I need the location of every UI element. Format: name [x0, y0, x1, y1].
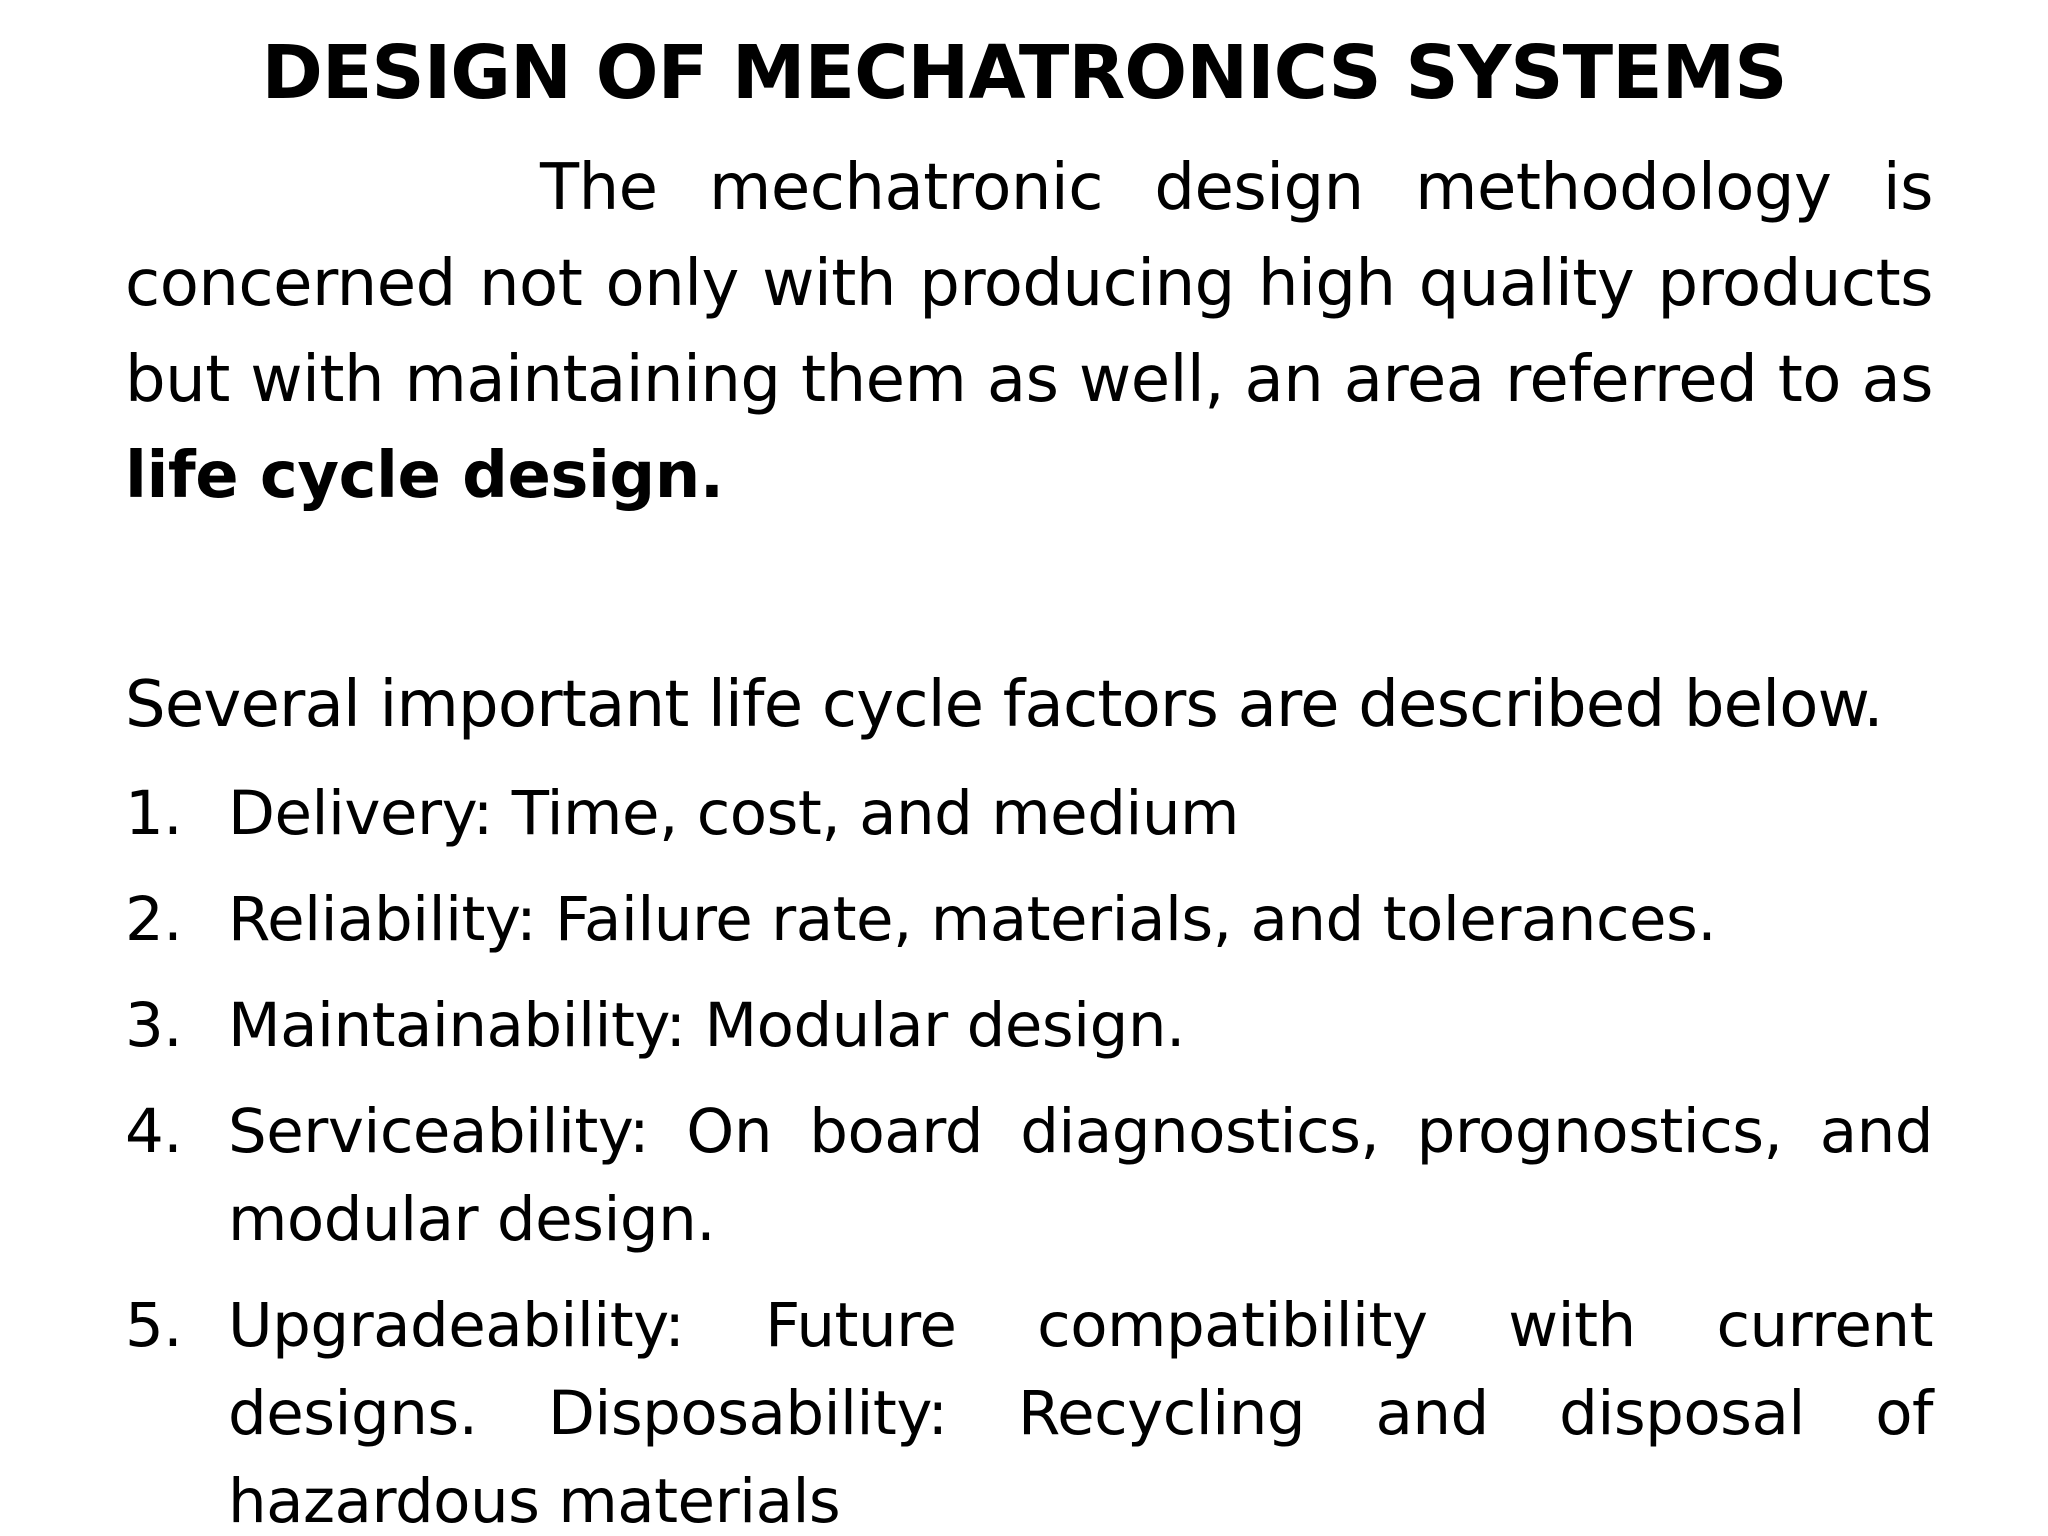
intro-paragraph: [125, 140, 1933, 524]
list-item-number: 1.: [125, 778, 183, 849]
list-item-text: Reliability: Failure rate, materials, and tolerances.: [228, 884, 1717, 955]
list-item: [125, 1282, 1933, 1536]
list-item-text: Maintainability: Modular design.: [228, 990, 1185, 1061]
list-item: [125, 982, 1933, 1070]
slide-title: DESIGN OF MECHATRONICS SYSTEMS: [261, 30, 1787, 116]
factor-list: [125, 770, 1933, 1536]
list-item-number: 5.: [125, 1290, 183, 1361]
intro-emphasis: life cycle design.: [125, 439, 724, 513]
list-item: [125, 876, 1933, 964]
factors-lead-text: Several important life cycle factors are described below.: [125, 668, 1883, 742]
list-item-number: 3.: [125, 990, 183, 1061]
list-item-text: Upgradeability: Future compatibility with current designs. Disposability: Recycling and disposal of hazardous materials: [228, 1290, 1933, 1536]
list-item-number: 4.: [125, 1096, 183, 1167]
list-item-text: Delivery: Time, cost, and medium: [228, 778, 1239, 849]
list-item-text: Serviceability: On board diagnostics, prognostics, and modular design.: [228, 1096, 1933, 1255]
list-item: [125, 1088, 1933, 1264]
intro-text: The mechatronic design methodology is concerned not only with producing high quality products but with maintaining them as well, an area referred to as: [125, 151, 1933, 417]
list-item-number: 2.: [125, 884, 183, 955]
list-item: [125, 770, 1933, 858]
